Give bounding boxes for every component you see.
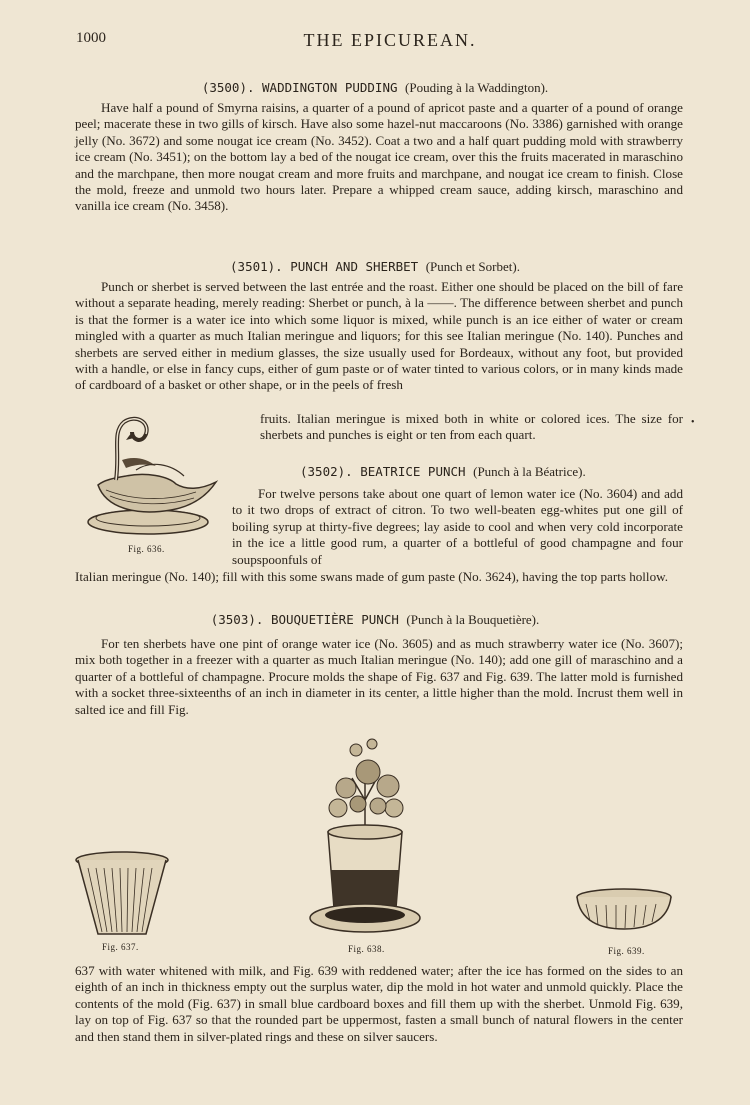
heading-3500 xyxy=(0,80,750,96)
heading-3503-title: (3503). BOUQUETIÈRE PUNCH xyxy=(210,612,399,627)
paragraph-3503-text-a: For ten sherbets have one pint of orange water ice (No. 3605) and as much strawberry water ice (No. 3607); mix both together in a freezer with a quarter as much Italian meringue (No. 140); add one gill of maraschino and a quarter of a bottleful of champagne. Procure molds the shape of Fig. 637 and Fig. 639. The latter mold is furnished with a socket three-sixteenths of an inch in diameter in its center, a little higher than the mold. Incrust them well in salted ice and fill Fig. xyxy=(75,636,683,717)
heading-3501-title: (3501). PUNCH AND SHERBET xyxy=(230,259,419,274)
paragraph-3503 xyxy=(75,636,683,718)
paragraph-3503-text-b: 637 with water whitened with milk, and Fig. 639 with reddened water; after the ice has formed on the sides to an eighth of an inch in thickness empty out the surplus water, dip the mold in hot water and unmold quickly. Place the contents of the mold (Fig. 637) in small blue cardboard boxes and fill them up with the sherbet. Unmold Fig. 639, lay on top of Fig. 637 so that the rounded part be uppermost, fasten a small bunch of natural flowers in the center and then stand them in silver-plated rings and these on silver saucers. xyxy=(75,963,683,1044)
paragraph-3502 xyxy=(232,486,683,568)
fig-636-swan-illustration xyxy=(76,410,221,540)
running-title: THE EPICUREAN. xyxy=(303,30,477,50)
fig-638-caption: Fig. 638. xyxy=(348,944,385,954)
paragraph-3500 xyxy=(75,100,683,215)
heading-3502-title: (3502). BEATRICE PUNCH xyxy=(300,464,466,479)
fig-636-caption: Fig. 636. xyxy=(128,544,165,554)
fig-639-caption: Fig. 639. xyxy=(608,946,645,956)
running-head xyxy=(0,30,750,54)
heading-3502 xyxy=(300,464,586,480)
margin-mark: • xyxy=(691,417,695,428)
heading-3500-sub: (Pouding à la Waddington). xyxy=(405,80,549,95)
paragraph-3503-cont xyxy=(75,963,683,1045)
fig-637-mold-illustration xyxy=(74,850,170,940)
paragraph-3500-text: Have half a pound of Smyrna raisins, a quarter of a pound of apricot paste and a quarter of a pound of orange peel; macerate these in two gills of kirsch. Have also some hazel-nut maccaroons (No. 3386) garnished with orange jelly (No. 3672) and some nougat ice cream (No. 3452). Coat a two and a half quart pudding mold with strawberry ice cream (No. 3451); on the bottom lay a bed of the nougat ice cream, over this the fruits macerated in maraschino and the marchpane, then more nougat cream and more fruits and marchpane, and nougat ice cream to finish. Close the mold, freeze and unmold two hours later. Prepare a whipped cream sauce, adding kirsch, maraschino and vanilla ice cream (No. 3458). xyxy=(75,100,683,214)
paragraph-3502-text-a: For twelve persons take about one quart of lemon water ice (No. 3604) and add to it two drops of extract of citron. To two well-beaten egg-whites put one gill of boiling syrup at thirty-five degrees; lay aside to cool and when very cold incorporate in the ice a little good rum, a quarter of a bottleful of good champagne and four soupspoonfuls of xyxy=(232,486,683,567)
heading-3503-sub: (Punch à la Bouquetière). xyxy=(406,612,540,627)
fig-637-caption: Fig. 637. xyxy=(102,942,139,952)
fig-639-mold-illustration xyxy=(574,887,674,933)
paragraph-3502-text-b: Italian meringue (No. 140); fill with this some swans made of gum paste (No. 3624), having the top parts hollow. xyxy=(75,569,668,584)
fig-638-flower-punch-illustration xyxy=(308,730,423,942)
paragraph-3501-text-b: fruits. Italian meringue is mixed both in white or colored ices. The size for sherbets and punches is eight or ten from each quart. xyxy=(260,411,683,443)
paragraph-3502-cont xyxy=(75,569,683,585)
heading-3500-title: (3500). WADDINGTON PUDDING xyxy=(201,80,398,95)
heading-3501-sub: (Punch et Sorbet). xyxy=(425,259,520,274)
heading-3502-sub: (Punch à la Béatrice). xyxy=(473,464,586,479)
page-number: 1000 xyxy=(76,30,106,46)
paragraph-3501-text-a: Punch or sherbet is served between the last entrée and the roast. Either one should be placed on the bill of fare without a separate heading, merely reading: Sherbet or punch, à la ——. The difference between sherbet and punch is that the former is a water ice into which some liquor is mixed, while punch is an ice either of water or cream mingled with a quarter as much Italian meringue and liquors; for this see Italian meringue (No. 140). Punches and sherbets are served either in medium glasses, the size usually used for Bordeaux, without any foot, but provided with a handle, or else in fancy cups, either of gum paste or of water tinted to various colors, or in many kinds made of cardboard of a basket or other shape, or in the peels of fresh xyxy=(75,279,683,393)
heading-3503 xyxy=(0,612,750,628)
paragraph-3501 xyxy=(75,279,683,394)
heading-3501 xyxy=(0,259,750,275)
paragraph-3501-cont xyxy=(260,411,683,444)
